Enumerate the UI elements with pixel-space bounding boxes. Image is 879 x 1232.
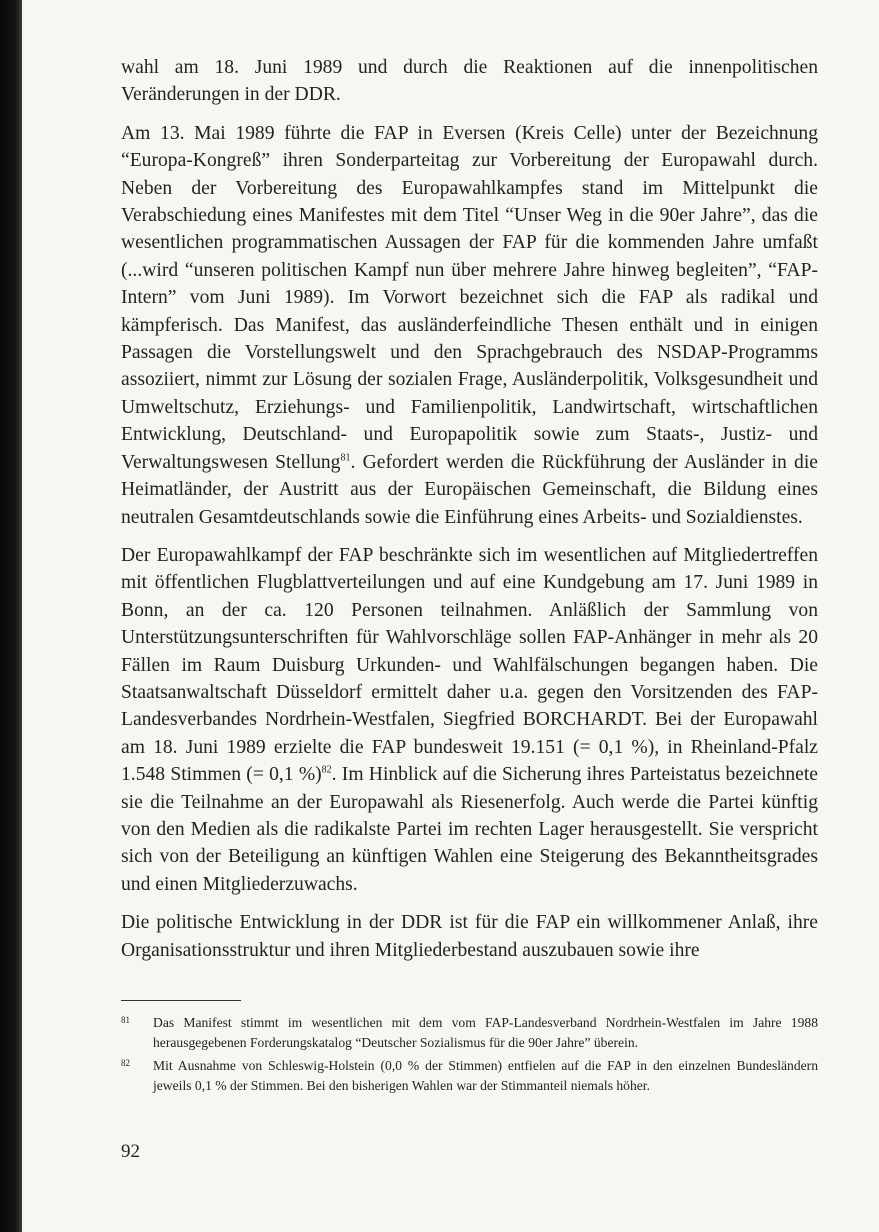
footnote-number: 81 [121, 1015, 130, 1025]
paragraph-text: wahl am 18. Juni 1989 und durch die Reaktionen auf die innenpolitischen Veränderungen in der DDR. [121, 57, 818, 106]
paragraph-fap-manifest [121, 120, 818, 531]
paragraph-europawahlkampf [121, 542, 818, 898]
paragraph-text-after: . Gefordert werden die Rückführung der Ausländer in die Heimatländer, der Austritt aus der Europäischen Gemeinschaft, die Bildung eines neutralen Gesamtdeutschlands sowie die Einführung eines Arbeits- und Sozialdienstes. [121, 451, 818, 528]
footnote-81 [121, 1013, 818, 1052]
paragraph-text-after: . Im Hinblick auf die Sicherung ihres Parteistatus bezeichnete sie die Teilnahme an der Europawahl als Riesenerfolg. Auch werde die Partei künftig von den Medien als die radikalste Partei im rechten Lager herausgestellt. Sie verspricht sich von der Beteiligung an künftigen Wahlen eine Steigerung des Bekanntheitsgrades und einen Mitgliederzuwachs. [121, 764, 818, 895]
footnote-text: Das Manifest stimmt im wesentlichen mit dem vom FAP-Landesverband Nordrhein-Westfalen im Jahre 1988 herausgegebenen Forderungskatalog “Deutscher Sozialismus für die 90er Jahre” überein. [153, 1015, 818, 1050]
paragraph-text: Die politische Entwicklung in der DDR ist für die FAP ein willkommener Anlaß, ihre Organisationsstruktur und ihren Mitgliederbestand auszubauen sowie ihre [121, 912, 818, 961]
paragraph-ddr-entwicklung [121, 909, 818, 964]
footnote-ref-81[interactable]: 81 [340, 452, 351, 464]
footnote-ref-82[interactable]: 82 [321, 764, 332, 776]
paragraph-continuation [121, 54, 818, 109]
footnote-82 [121, 1056, 818, 1095]
footnotes-section [121, 1000, 818, 1099]
binding-edge [0, 0, 22, 1232]
footnote-divider [121, 1000, 241, 1001]
footnote-text: Mit Ausnahme von Schleswig-Holstein (0,0 % der Stimmen) entfielen auf die FAP in den einzelnen Bundesländern jeweils 0,1 % der Stimmen. Bei den bisherigen Wahlen war der Stimmanteil niemals höher. [153, 1058, 818, 1093]
paragraph-text: Am 13. Mai 1989 führte die FAP in Eversen (Kreis Celle) unter der Bezeichnung “Europa-Kongreß” ihren Sonderparteitag zur Vorbereitung der Europawahl durch. Neben der Vorbereitung des Europawahlkampfes stand im Mittelpunkt die Verabschiedung eines Manifestes mit dem Titel “Unser Weg in die 90er Jahre”, das die wesentlichen programmatischen Aussagen der FAP für die kommenden Jahre umfaßt (...wird “unseren politischen Kampf nun über mehrere Jahre hinweg begleiten”, “FAP-Intern” vom Juni 1989). Im Vorwort bezeichnet sich die FAP als radikal und kämpferisch. Das Manifest, das ausländerfeindliche Thesen enthält und in einigen Passagen die Vorstellungswelt und den Sprachgebrauch des NSDAP-Programms assoziiert, nimmt zur Lösung der sozialen Frage, Ausländerpolitik, Volksgesundheit und Umweltschutz, Erziehungs- und Familienpolitik, Landwirtschaft, wirtschaftlichen Entwicklung, Deutschland- und Europapolitik sowie zum Staats-, Justiz- und Verwaltungswesen Stellung [121, 122, 818, 473]
footnote-number: 82 [121, 1058, 130, 1068]
paragraph-text: Der Europawahlkampf der FAP beschränkte sich im wesentlichen auf Mitgliedertreffen mit öffentlichen Flugblattverteilungen und auf eine Kundgebung am 17. Juni 1989 in Bonn, an der ca. 120 Personen teilnahmen. Anläßlich der Sammlung von Unterstützungsunterschriften für Wahlvorschläge sollen FAP-Anhänger in mehr als 20 Fällen im Raum Duisburg Urkunden- und Wahlfälschungen begangen haben. Die Staatsanwaltschaft Düsseldorf ermittelt daher u.a. gegen den Vorsitzenden des FAP-Landesverbandes Nordrhein-Westfalen, Siegfried BORCHARDT. Bei der Europawahl am 18. Juni 1989 erzielte die FAP bundesweit 19.151 (= 0,1 %), in Rheinland-Pfalz 1.548 Stimmen (= 0,1 %) [121, 544, 818, 786]
page-number: 92 [121, 1141, 140, 1162]
page-body [121, 54, 818, 975]
